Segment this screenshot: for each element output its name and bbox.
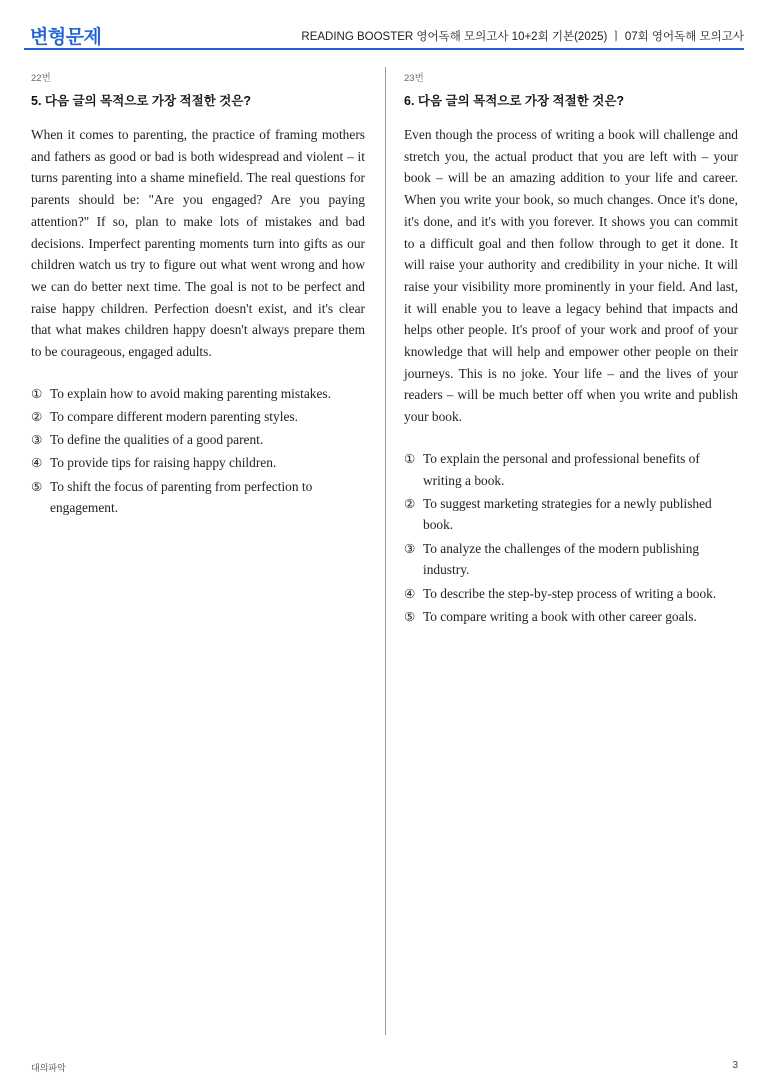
brand-label: 변형문제 [30,27,102,48]
choice-text: To analyze the challenges of the modern publishing industry. [423,540,700,578]
choice-mark-5: ⑤ [31,478,43,494]
choice-text: To explain how to avoid making parenting mistakes. [50,385,331,401]
question-column-left [31,70,365,520]
choice-text: To define the qualities of a good parent. [50,432,264,448]
answer-choices [404,448,738,628]
answer-choice-1[interactable] [31,383,365,405]
choice-text: To provide tips for raising happy children. [50,455,277,471]
choice-mark-3: ③ [31,432,43,448]
choice-text: To compare writing a book with other career goals. [423,608,697,624]
answer-choice-5[interactable] [31,476,365,519]
choice-mark-1: ① [31,385,43,401]
choice-mark-2: ② [404,495,416,511]
answer-choice-3[interactable] [31,429,365,451]
header-divider [24,48,744,50]
choice-mark-5: ⑤ [404,608,416,624]
question-title: 6. 다음 글의 목적으로 가장 적절한 것은? [404,94,625,108]
question-title: 5. 다음 글의 목적으로 가장 적절한 것은? [31,94,252,108]
question-number-label: 23번 [404,73,424,84]
choice-text: To shift the focus of parenting from perfection to engagement. [50,478,313,516]
answer-choice-3[interactable] [404,538,738,581]
page-number: 3 [732,1060,738,1071]
choice-mark-3: ③ [404,540,416,556]
choice-mark-1: ① [404,450,416,466]
answer-choices [31,383,365,519]
choice-text: To compare different modern parenting styles. [50,408,298,424]
choice-mark-4: ④ [404,585,416,601]
question-column-right [404,70,738,629]
choice-text: To describe the step-by-step process of writing a book. [423,585,717,601]
answer-choice-5[interactable] [404,606,738,628]
answer-choice-4[interactable] [404,583,738,605]
answer-choice-4[interactable] [31,452,365,474]
choice-text: To explain the personal and professional benefits of writing a book. [423,450,700,488]
answer-choice-2[interactable] [404,493,738,536]
answer-choice-1[interactable] [404,448,738,491]
choice-mark-2: ② [31,408,43,424]
column-divider [385,67,386,1035]
question-number-label: 22번 [31,73,51,84]
choice-mark-4: ④ [31,455,43,471]
choice-text: To suggest marketing strategies for a newly published book. [423,495,712,533]
answer-choice-2[interactable] [31,406,365,428]
document-title: READING BOOSTER 영어독해 모의고사 10+2회 기본(2025) ㅣ 07회 영어독해 모의고사 [301,31,744,43]
question-passage: Even though the process of writing a book will challenge and stretch you, the actual product that you are left with – your book – will be an amazing addition to your life and career. When you write your book, so much changes. Once it's done, it's done, and it's with you forever. It shows you can commit to a difficult goal and then follow through to get it done. It will raise your authority and credibility in your niche. It will raise your visibility more prominently in your field. And last, it will enable you to leave a legacy behind that impacts and helps other people. It's proof of your work and proof of your knowledge that will help and empower other people on their journeys. This is no joke. Your life – and the lives of your readers – will be much better off when you write and publish your book. [404,127,738,425]
page-header [30,22,744,49]
footer-category-label: 대의파악 [31,1063,66,1073]
question-passage: When it comes to parenting, the practice of framing mothers and fathers as good or bad is both widespread and violent – it turns parenting into a shame minefield. The real questions for parents should be: "Are you engaged? Are you paying attention?" If so, plan to make lots of mistakes and bad decisions. Imperfect parenting moments turn into gifts as our children watch us try to figure out what went wrong and how we can do better next time. The goal is not to be perfect and raise happy children. Perfection doesn't exist, and it's clear that what makes children happy doesn't always prepare them to be courageous, engaged adults. [31,127,365,360]
